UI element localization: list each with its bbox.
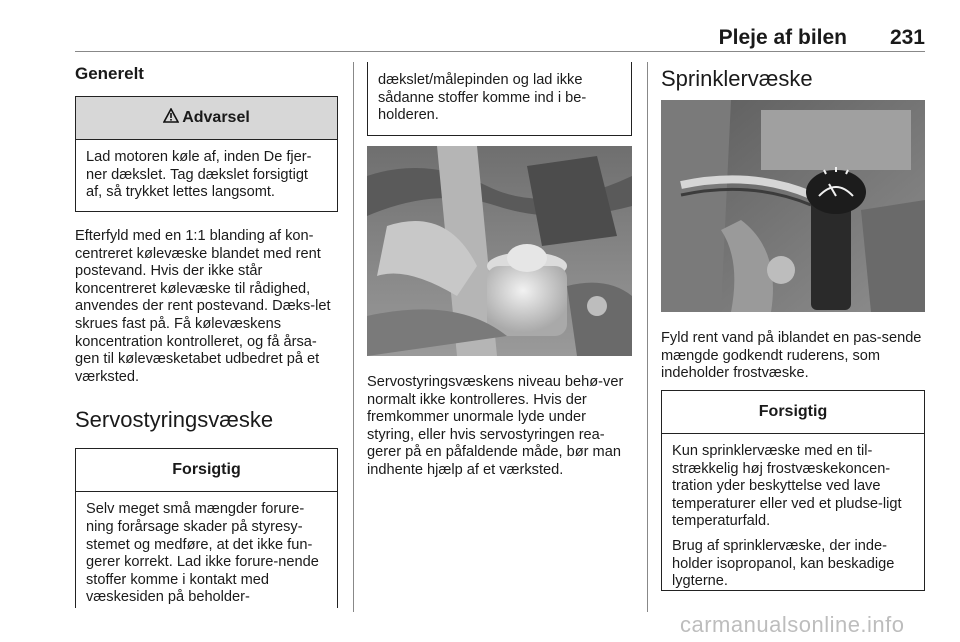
caution-box-header xyxy=(76,449,337,492)
caution-box-header xyxy=(662,391,924,434)
column-divider-1 xyxy=(353,62,354,612)
watermark: carmanualsonline.info xyxy=(680,612,905,637)
warning-text: Lad motoren køle af, inden De fjer-ner dækslet. Tag dækslet forsigtigt af, så trykket lettes langsomt. xyxy=(86,149,312,201)
warning-box xyxy=(75,96,338,212)
caution-title: Forsigtig xyxy=(172,461,241,479)
caution-body xyxy=(76,492,337,617)
coolant-paragraph: Efterfyld med en 1:1 blanding af kon-centreret kølevæske blandet med rent postevand. Hvis der ikke står koncentreret kølevæske til rådighed, anvendes der rent postevand. Dæks-let skrues fast på. Få kølevæskens koncentration kontrolleret, og få årsa-gen til kølevæsketabet udbedret på et værksted. xyxy=(75,228,331,385)
section-subheading-general: Generelt xyxy=(75,64,144,83)
warning-body xyxy=(76,140,337,212)
caution-box-washer-fluid xyxy=(661,390,925,591)
caution-text-2: Brug af sprinklervæske, der inde-holder isopropanol, kan beskadige lygterne. xyxy=(672,537,895,590)
caution-box-continued xyxy=(367,62,632,136)
page-header xyxy=(75,26,925,50)
power-steering-reservoir-photo xyxy=(367,146,632,356)
caution-title: Forsigtig xyxy=(758,403,828,420)
power-steering-paragraph: Servostyringsvæskens niveau behø-ver normalt ikke kontrolleres. Hvis der fremkommer unormale lyde under styring, eller hvis servostyringen rea-gerer på en påfaldende måde, bør man indhente hjælp af et værksted. xyxy=(367,374,624,478)
warning-triangle-icon xyxy=(163,108,179,128)
column-2 xyxy=(367,62,632,478)
section-heading-washer-fluid: Sprinklervæske xyxy=(661,66,813,91)
caution-text-1: Kun sprinklervæske med en til-strækkelig høj frostvæskekoncen-tration yder beskyttelse ved lave temperaturer eller ved et pludse-ligt temperaturfald. xyxy=(672,443,902,530)
page-number: 231 xyxy=(889,26,925,49)
caution-text: Selv meget små mængder forure-ning forårsage skader på styresy-stemet og medføre, at det ikke fun-gerer korrekt. Lad ikke forure-nende stoffer komme i kontakt med væskesiden på beholder- xyxy=(86,501,319,606)
warning-box-header xyxy=(76,97,337,140)
column-divider-2 xyxy=(647,62,648,612)
caution-body xyxy=(662,434,924,601)
header-rule xyxy=(75,51,925,52)
washer-fluid-paragraph: Fyld rent vand på iblandet en pas-sende mængde godkendt ruderens, som indeholder frostvæske. xyxy=(661,330,922,382)
warning-title: Advarsel xyxy=(182,109,250,126)
section-heading-power-steering: Servostyringsvæske xyxy=(75,407,274,433)
caution-continued-text: dækslet/målepinden og lad ikke sådanne stoffer komme ind i be-holderen. xyxy=(378,72,587,124)
caution-box-power-steering xyxy=(75,448,338,608)
column-3 xyxy=(661,62,925,590)
column-1 xyxy=(75,62,338,608)
washer-fluid-reservoir-photo xyxy=(661,100,925,312)
page-title: Pleje af bilen xyxy=(718,26,847,49)
